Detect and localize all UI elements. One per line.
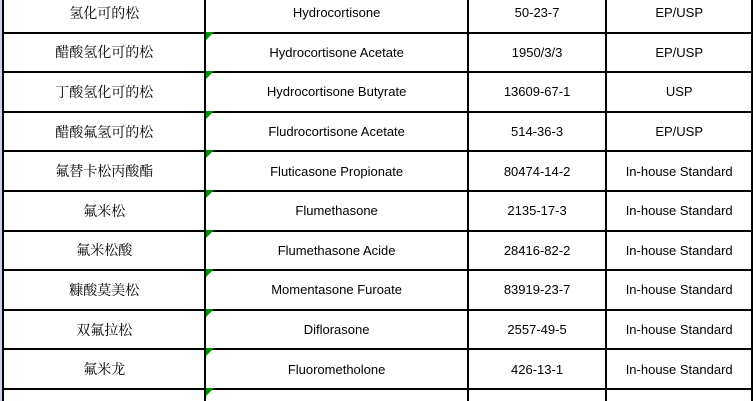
en-name-label: Fludrocortisone Acetate xyxy=(268,124,405,140)
table-row xyxy=(4,34,753,74)
error-indicator-icon xyxy=(206,190,214,198)
error-indicator-icon xyxy=(206,388,214,396)
table-row xyxy=(4,232,753,272)
cell-cn-name[interactable]: 氟米松酸 xyxy=(4,232,206,270)
en-name-label: Fluticasone Propionate xyxy=(270,163,404,179)
cell-standard[interactable]: EP/USP xyxy=(607,113,753,151)
cell-cn-name[interactable]: 氟米松 xyxy=(4,192,206,230)
table-row-partial xyxy=(4,390,753,401)
product-table xyxy=(2,0,753,401)
cell-cas[interactable]: 50-23-7 xyxy=(469,0,608,32)
cell-cn-name[interactable]: 氟替卡松丙酸酯 xyxy=(4,152,206,190)
en-name-label: Hydrocortisone Acetate xyxy=(269,44,404,60)
table-row xyxy=(4,350,753,390)
cell-standard[interactable]: In-house Standard xyxy=(607,350,753,388)
cell-en-name[interactable] xyxy=(206,34,468,72)
cell-en-name[interactable] xyxy=(206,311,468,349)
error-indicator-icon xyxy=(206,111,214,119)
cell-standard[interactable]: EP/USP xyxy=(607,0,753,32)
error-indicator-icon xyxy=(206,309,214,317)
en-name-label: Hydrocortisone Butyrate xyxy=(266,84,407,100)
cell-en-name[interactable] xyxy=(206,350,468,388)
cell-cas[interactable]: 13609-67-1 xyxy=(469,73,608,111)
cell-cn-name[interactable]: 醋酸氢化可的松 xyxy=(4,34,206,72)
cell-cn-name[interactable]: 双氟拉松 xyxy=(4,311,206,349)
cell-en-name[interactable] xyxy=(206,390,468,401)
table-row xyxy=(4,73,753,113)
table-row xyxy=(4,0,753,34)
en-name-label: Fluorometholone xyxy=(287,361,386,377)
cell-en-name[interactable] xyxy=(206,73,468,111)
error-indicator-icon xyxy=(206,230,214,238)
cell-en-name[interactable] xyxy=(206,113,468,151)
cell-cn-name[interactable]: 氢化可的松 xyxy=(4,0,206,32)
en-name-label: Flumethasone Acide xyxy=(277,242,396,258)
cell-cn-name[interactable]: 醋酸氟氢可的松 xyxy=(4,113,206,151)
cell-en-name[interactable] xyxy=(206,0,468,32)
cell-cn-name[interactable]: 丁酸氢化可的松 xyxy=(4,73,206,111)
cell-standard[interactable]: In-house Standard xyxy=(607,152,753,190)
cell-cn-name[interactable] xyxy=(4,390,206,401)
cell-cn-name[interactable]: 糠酸莫美松 xyxy=(4,271,206,309)
table-row xyxy=(4,271,753,311)
cell-cas[interactable]: 426-13-1 xyxy=(469,350,608,388)
cell-cas[interactable] xyxy=(469,390,608,401)
cell-standard[interactable]: In-house Standard xyxy=(607,311,753,349)
cell-cas[interactable]: 28416-82-2 xyxy=(469,232,608,270)
table-row xyxy=(4,311,753,351)
error-indicator-icon xyxy=(206,150,214,158)
cell-standard[interactable] xyxy=(607,390,753,401)
cell-cas[interactable]: 2557-49-5 xyxy=(469,311,608,349)
cell-en-name[interactable] xyxy=(206,232,468,270)
table-row xyxy=(4,192,753,232)
table-row xyxy=(4,113,753,153)
en-name-label: Hydrocortisone xyxy=(292,5,381,21)
cell-en-name[interactable] xyxy=(206,271,468,309)
cell-standard[interactable]: In-house Standard xyxy=(607,271,753,309)
cell-standard[interactable]: In-house Standard xyxy=(607,192,753,230)
cell-standard[interactable]: In-house Standard xyxy=(607,232,753,270)
cell-cas[interactable]: 80474-14-2 xyxy=(469,152,608,190)
cell-en-name[interactable] xyxy=(206,152,468,190)
cell-cas[interactable]: 2135-17-3 xyxy=(469,192,608,230)
error-indicator-icon xyxy=(206,348,214,356)
table-row xyxy=(4,152,753,192)
en-name-label: Diflorasone xyxy=(303,322,370,338)
cell-standard[interactable]: USP xyxy=(607,73,753,111)
cell-en-name[interactable] xyxy=(206,192,468,230)
en-name-label: Flumethasone xyxy=(295,203,378,219)
cell-cas[interactable]: 514-36-3 xyxy=(469,113,608,151)
cell-standard[interactable]: EP/USP xyxy=(607,34,753,72)
cell-cn-name[interactable]: 氟米龙 xyxy=(4,350,206,388)
cell-cas[interactable]: 83919-23-7 xyxy=(469,271,608,309)
error-indicator-icon xyxy=(206,32,214,40)
en-name-label: Momentasone Furoate xyxy=(271,282,402,298)
error-indicator-icon xyxy=(206,269,214,277)
cell-cas[interactable]: 1950/3/3 xyxy=(469,34,608,72)
error-indicator-icon xyxy=(206,71,214,79)
